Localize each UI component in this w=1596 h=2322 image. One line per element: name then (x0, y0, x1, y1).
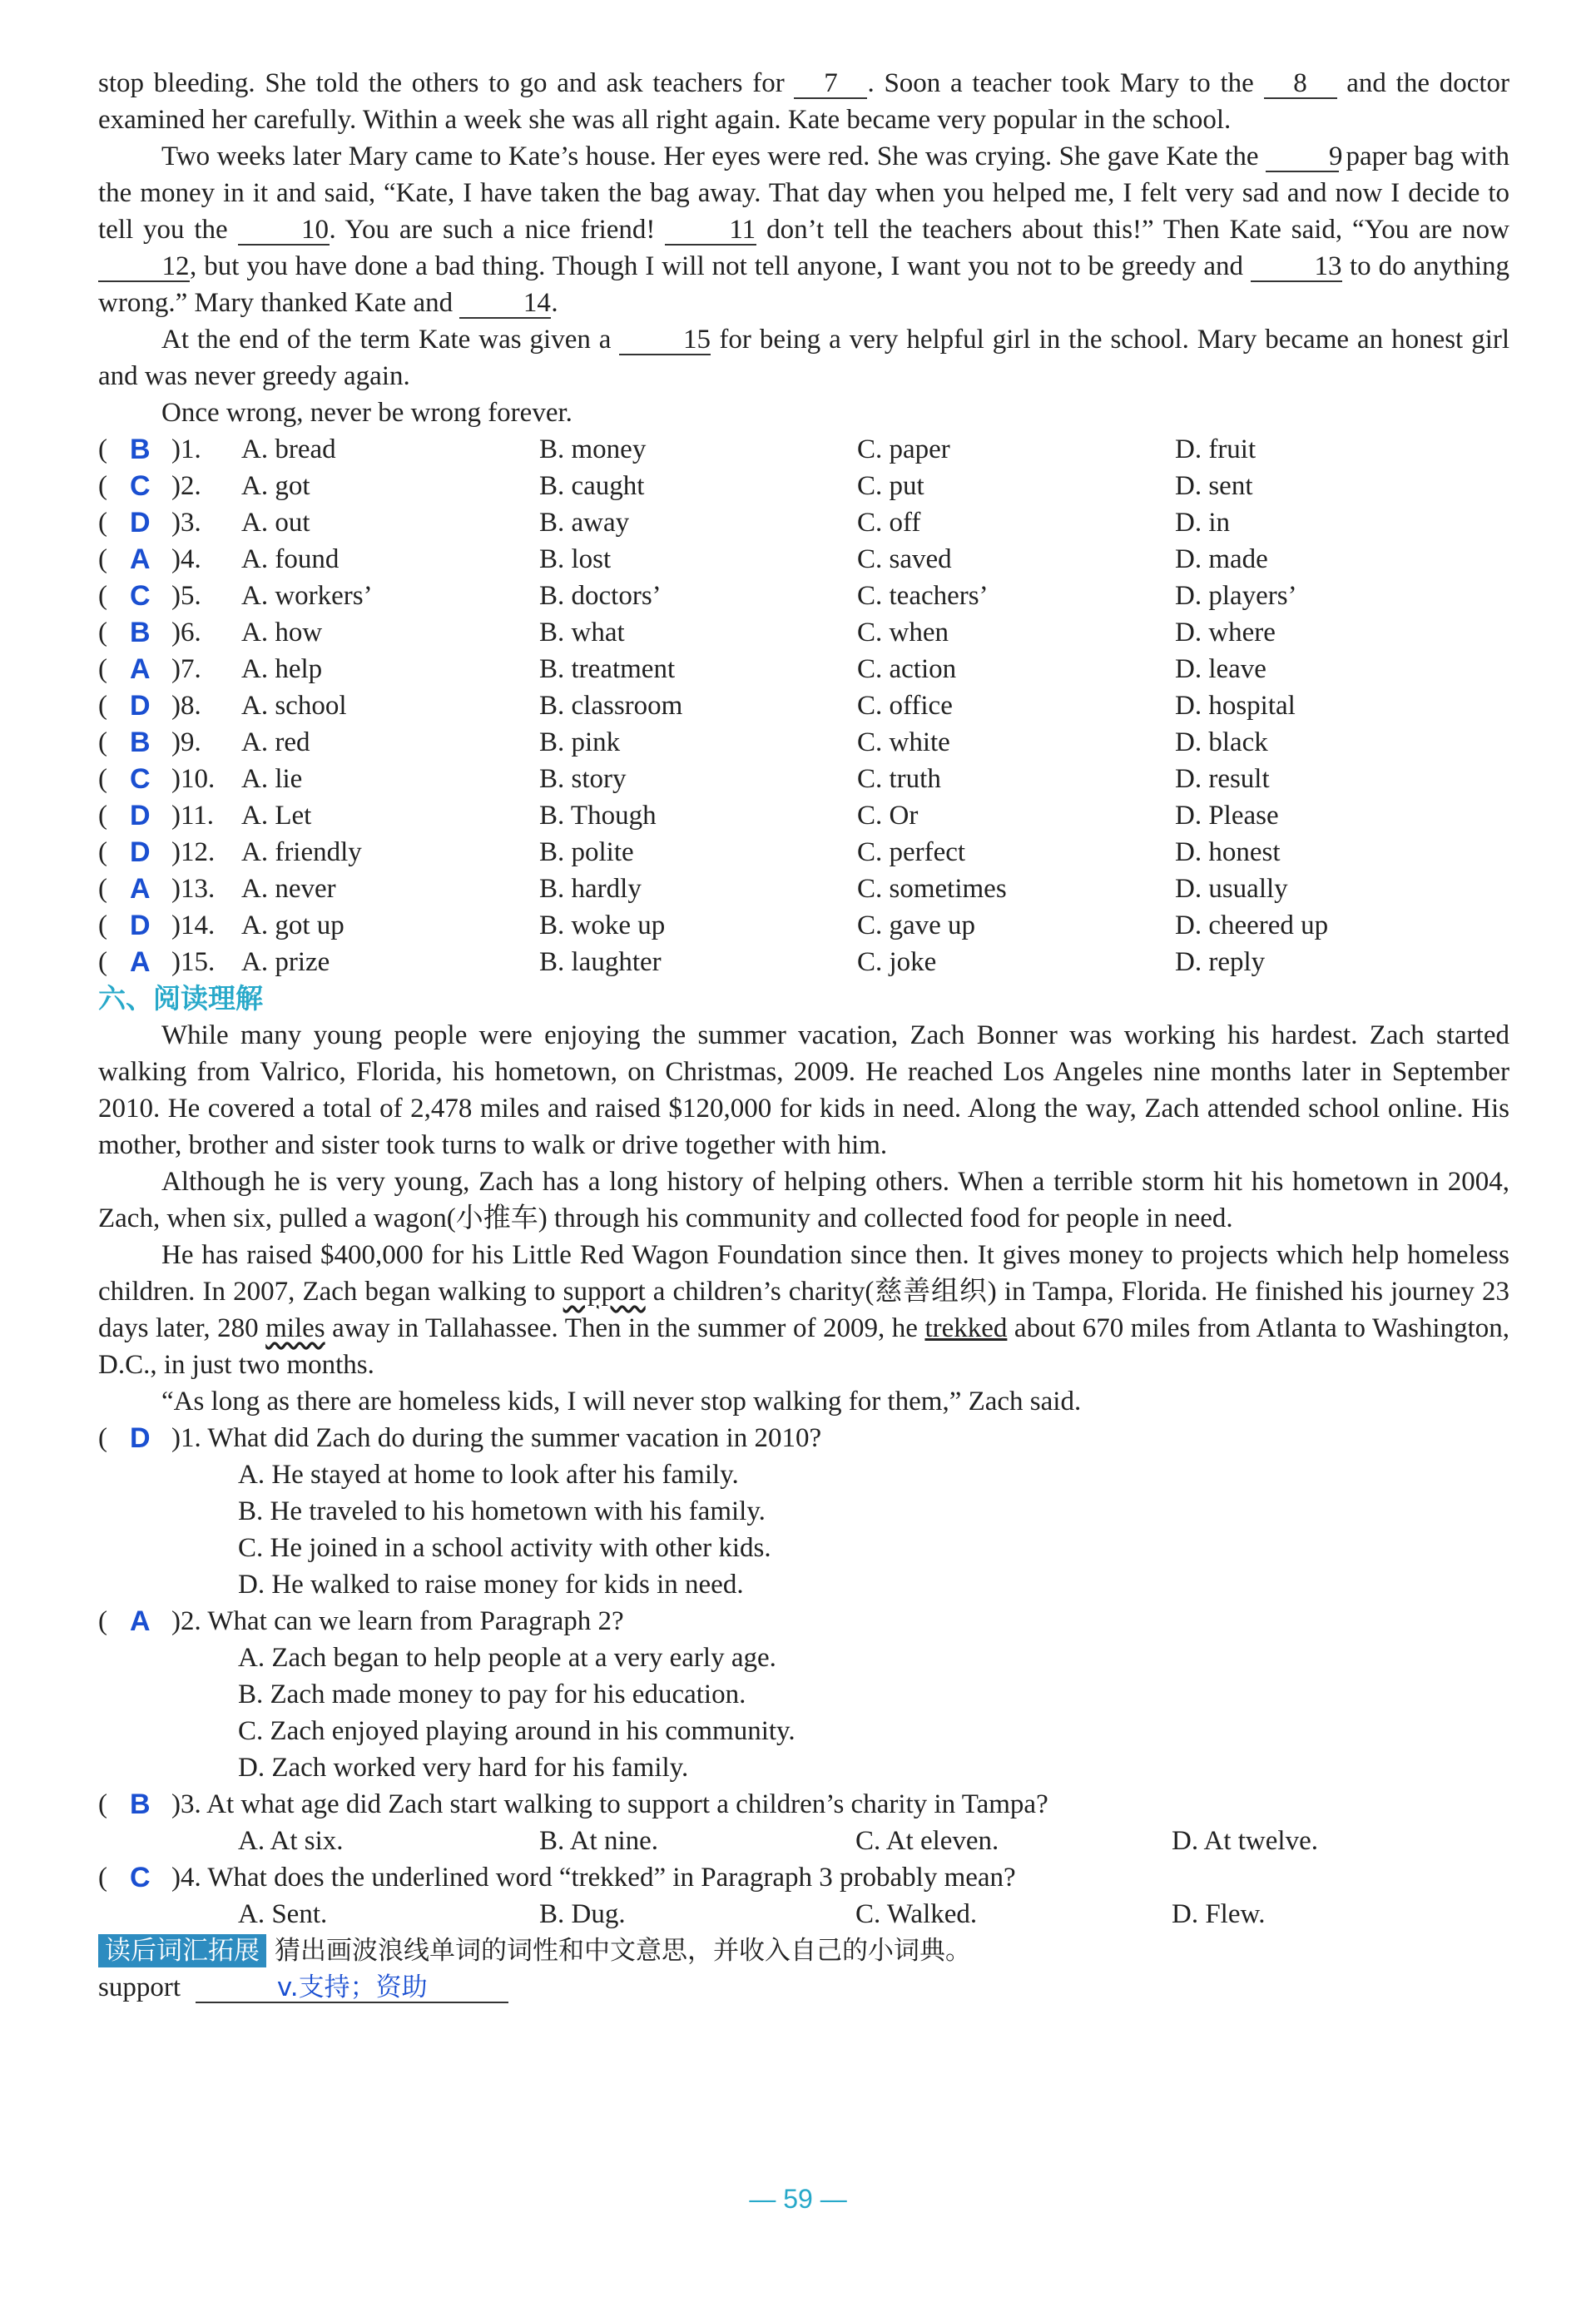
passage-text: . (551, 288, 558, 318)
question-1 (98, 1420, 1509, 1603)
option-b: B. treatment (539, 654, 676, 684)
question-number: )14. (171, 910, 216, 940)
option-c: C. Zach enjoyed playing around in his community. (238, 1716, 796, 1746)
option-c: C. when (857, 618, 949, 647)
paren: ( (98, 947, 107, 977)
option-c: C. Walked. (855, 1899, 978, 1929)
option-d: D. hospital (1175, 691, 1296, 721)
option-a: A. out (241, 508, 310, 538)
paren: ( (98, 910, 107, 940)
cloze-row (98, 724, 1509, 761)
option-c: C. action (857, 654, 957, 684)
option-a: A. Sent. (238, 1899, 328, 1929)
question-number: )11. (171, 801, 215, 831)
paren: ( (98, 581, 107, 611)
passage-paragraph-1 (98, 65, 1509, 138)
option-c: C. At eleven. (855, 1826, 999, 1856)
option-a: A. friendly (241, 837, 362, 867)
option-a: A. school (241, 691, 347, 721)
answer: B (130, 727, 151, 758)
paren: ( (98, 1789, 107, 1819)
option-d: D. sent (1175, 471, 1253, 501)
cloze-row (98, 614, 1509, 651)
paren: ( (98, 801, 107, 831)
option-b: B. Though (539, 801, 657, 831)
answer: D (130, 836, 151, 868)
option-c: C. saved (857, 544, 952, 574)
answer: B (130, 1789, 151, 1820)
vocab-answer: v.支持；资助 (196, 1973, 508, 2003)
question-stem: )3. At what age did Zach start walking to support a children’s charity in Tampa? (171, 1789, 1048, 1819)
page-number: — 59 — (749, 2184, 847, 2214)
paren: ( (98, 691, 107, 721)
option-c: C. paper (857, 434, 950, 464)
vocab-word: support (98, 1972, 181, 2002)
blank-12: 12 (98, 252, 190, 282)
option-b: B. He traveled to his hometown with his family. (238, 1496, 766, 1526)
option-a: A. how (241, 618, 323, 647)
passage-text: . Soon a teacher took Mary to the (867, 68, 1254, 98)
paren: ( (98, 837, 107, 867)
option-d: D. players’ (1175, 581, 1297, 611)
option-c: C. He joined in a school activity with other kids. (238, 1533, 771, 1563)
cloze-options (98, 431, 1509, 980)
option-b: B. lost (539, 544, 612, 574)
option-d: D. leave (1175, 654, 1266, 684)
answer: A (130, 946, 151, 978)
option-d: D. cheered up (1175, 910, 1329, 940)
question-number: )8. (171, 691, 201, 721)
answer: D (130, 690, 151, 722)
passage-text: don’t tell the teachers about this!” Then Kate said, “You are now (766, 215, 1510, 245)
paren: ( (98, 508, 107, 538)
wavy-word-support: support (563, 1277, 646, 1307)
passage-text: . You are such a nice friend! (329, 215, 656, 245)
option-a: A. red (241, 727, 310, 757)
paren: ( (98, 544, 107, 574)
answer: B (130, 617, 151, 648)
question-number: )1. (171, 434, 201, 464)
paren: ( (98, 1423, 107, 1453)
passage-paragraph-3 (98, 321, 1509, 394)
answer: D (130, 800, 151, 831)
option-d: D. result (1175, 764, 1270, 794)
question-4 (98, 1859, 1509, 1933)
option-b: B. story (539, 764, 627, 794)
option-d: D. reply (1175, 947, 1266, 977)
answer: B (130, 434, 151, 465)
answer: D (130, 1422, 151, 1454)
option-b: B. laughter (539, 947, 662, 977)
blank-10: 10 (238, 216, 330, 246)
cloze-row (98, 797, 1509, 834)
paren: ( (98, 1863, 107, 1893)
option-c: C. truth (857, 764, 941, 794)
option-d: D. where (1175, 618, 1276, 647)
option-d: D. Please (1175, 801, 1279, 831)
option-a: A. lie (241, 764, 303, 794)
answer: C (130, 1862, 151, 1893)
paren: ( (98, 874, 107, 904)
question-number: )9. (171, 727, 201, 757)
cloze-row (98, 834, 1509, 871)
passage-text: and the doctor examined her carefully. Within a week she was all right again. Kate became very popular in the school. (98, 68, 1510, 135)
paren: ( (98, 471, 107, 501)
option-b: B. hardly (539, 874, 642, 904)
option-b: B. money (539, 434, 647, 464)
option-b: B. pink (539, 727, 621, 757)
option-a: A. prize (241, 947, 330, 977)
option-d: D. Flew. (1172, 1899, 1266, 1929)
option-a: A. He stayed at home to look after his family. (238, 1460, 739, 1490)
cloze-row (98, 651, 1509, 687)
blank-7: 7 (794, 69, 867, 99)
passage-text: paper bag with the money in it and said, “Kate, I have taken the bag away. That day when you helped me, I felt very sad and now I decide to tell you the (98, 141, 1509, 245)
passage-text: a children’s charity(慈善组织) in Tampa, Florida. He finished his journey 23 days later, 280 (98, 1277, 1510, 1343)
option-c: C. perfect (857, 837, 966, 867)
blank-9: 9 (1266, 142, 1339, 172)
cloze-row (98, 504, 1509, 541)
question-stem: )4. What does the underlined word “trekked” in Paragraph 3 probably mean? (171, 1863, 1016, 1893)
answer: D (130, 507, 151, 538)
answer: A (130, 1605, 151, 1637)
option-d: D. usually (1175, 874, 1288, 904)
question-3 (98, 1786, 1509, 1859)
vocab-extension (98, 1933, 1509, 1969)
option-a: A. got up (241, 910, 344, 940)
option-b: B. woke up (539, 910, 666, 940)
section-title: 六、阅读理解 (98, 982, 263, 1015)
option-d: D. He walked to raise money for kids in need. (238, 1570, 744, 1600)
paren: ( (98, 654, 107, 684)
option-b: B. polite (539, 837, 634, 867)
question-number: )2. (171, 471, 201, 501)
option-c: C. office (857, 691, 953, 721)
option-c: C. teachers’ (857, 581, 989, 611)
blank-11: 11 (665, 216, 756, 246)
cloze-row (98, 907, 1509, 944)
passage-text: for being a very helpful girl in the school. Mary became an honest girl and was never greedy again. (98, 325, 1510, 391)
reading-paragraph-3 (98, 1237, 1509, 1383)
option-b: B. Dug. (539, 1899, 626, 1929)
answer: C (130, 470, 151, 502)
passage-text: away in Tallahassee. Then in the summer of 2009, he (332, 1313, 918, 1343)
option-b: B. away (539, 508, 630, 538)
reading-paragraph-1: While many young people were enjoying the summer vacation, Zach Bonner was working his hardest. Zach started walking from Valrico, Florida, his hometown, on Christmas, 2009. He reached Los Angeles nine months later in September 2010. He covered a total of 2,478 miles and raised $120,000 for kids in need. Along the way, Zach attended school online. His mother, brother and sister took turns to walk or drive together with him. (98, 1020, 1509, 1160)
answer: C (130, 763, 151, 795)
option-c: C. off (857, 508, 921, 538)
passage-paragraph-4: Once wrong, never be wrong forever. (161, 398, 572, 428)
option-b: B. Zach made money to pay for his education. (238, 1679, 746, 1709)
option-c: C. joke (857, 947, 937, 977)
cloze-passage (98, 65, 1509, 2006)
answer: C (130, 580, 151, 612)
passage-text: , but you have done a bad thing. Though I will not tell anyone, I want you not to be greedy and (190, 251, 1244, 281)
passage-text: stop bleeding. She told the others to go and ask teachers for (98, 68, 785, 98)
cloze-row (98, 541, 1509, 578)
option-a: A. bread (241, 434, 336, 464)
option-c: C. put (857, 471, 924, 501)
passage-text: to do anything wrong.” Mary thanked Kate and (98, 251, 1510, 318)
option-c: C. Or (857, 801, 919, 831)
reading-paragraph-4: “As long as there are homeless kids, I will never stop walking for them,” Zach said. (161, 1387, 1082, 1417)
option-d: D. Zach worked very hard for his family. (238, 1753, 689, 1783)
underlined-word-trekked: trekked (924, 1313, 1008, 1343)
cloze-row (98, 468, 1509, 504)
passage-text: Two weeks later Mary came to Kate’s house. Her eyes were red. She was crying. She gave Kate the (161, 141, 1259, 171)
option-d: D. black (1175, 727, 1268, 757)
question-stem: )2. What can we learn from Paragraph 2? (171, 1606, 624, 1636)
cloze-row (98, 871, 1509, 907)
cloze-row (98, 687, 1509, 724)
question-number: )15. (171, 947, 216, 977)
blank-13: 13 (1251, 252, 1342, 282)
option-c: C. gave up (857, 910, 976, 940)
option-a: A. never (241, 874, 336, 904)
option-b: B. doctors’ (539, 581, 662, 611)
option-b: B. classroom (539, 691, 683, 721)
paren: ( (98, 727, 107, 757)
option-a: A. Let (241, 801, 312, 831)
blank-14: 14 (459, 289, 551, 319)
question-stem: )1. What did Zach do during the summer vacation in 2010? (171, 1423, 822, 1453)
option-a: A. found (241, 544, 340, 574)
question-number: )3. (171, 508, 201, 538)
question-number: )6. (171, 618, 201, 647)
answer: A (130, 653, 151, 685)
question-2 (98, 1603, 1509, 1786)
question-number: )10. (171, 764, 216, 794)
paren: ( (98, 764, 107, 794)
paren: ( (98, 434, 107, 464)
cloze-row (98, 578, 1509, 614)
option-a: A. help (241, 654, 323, 684)
cloze-row (98, 761, 1509, 797)
reading-paragraph-2: Although he is very young, Zach has a long history of helping others. When a terrible storm hit his hometown in 2004, Zach, when six, pulled a wagon(小推车) through his community and collected food for people in need. (98, 1167, 1509, 1233)
option-d: D. in (1175, 508, 1230, 538)
cloze-row (98, 431, 1509, 468)
answer: A (130, 543, 151, 575)
question-number: )13. (171, 874, 216, 904)
option-b: B. caught (539, 471, 645, 501)
passage-text: He has raised $400,000 for his Little Red Wagon Foundation since then. It gives money to projects which help homeless children. In 2007, Zach began walking to (98, 1240, 1509, 1307)
vocab-instruction: 猜出画波浪线单词的词性和中文意思，并收入自己的小词典。 (275, 1936, 971, 1966)
option-b: B. what (539, 618, 625, 647)
option-a: A. got (241, 471, 310, 501)
question-number: )12. (171, 837, 216, 867)
option-d: D. honest (1175, 837, 1281, 867)
vocab-label: 读后词汇拓展 (98, 1934, 266, 1967)
paren: ( (98, 1606, 107, 1636)
option-c: C. sometimes (857, 874, 1007, 904)
option-d: D. At twelve. (1172, 1826, 1318, 1856)
answer: A (130, 873, 151, 905)
passage-text: At the end of the term Kate was given a (161, 325, 612, 355)
option-d: D. fruit (1175, 434, 1256, 464)
option-c: C. white (857, 727, 950, 757)
option-b: B. At nine. (539, 1826, 659, 1856)
option-a: A. At six. (238, 1826, 344, 1856)
wavy-word-miles: miles (265, 1313, 325, 1343)
question-number: )4. (171, 544, 201, 574)
answer: D (130, 910, 151, 941)
cloze-row (98, 944, 1509, 980)
blank-8: 8 (1264, 69, 1337, 99)
vocab-entry (98, 1969, 1509, 2006)
question-number: )7. (171, 654, 201, 684)
option-a: A. Zach began to help people at a very early age. (238, 1643, 776, 1673)
option-a: A. workers’ (241, 581, 373, 611)
option-d: D. made (1175, 544, 1268, 574)
paren: ( (98, 618, 107, 647)
blank-15: 15 (619, 325, 711, 355)
passage-paragraph-2 (98, 138, 1509, 321)
passage-text: about 670 miles from Atlanta to Washington, D.C., in just two months. (98, 1313, 1510, 1380)
question-number: )5. (171, 581, 201, 611)
